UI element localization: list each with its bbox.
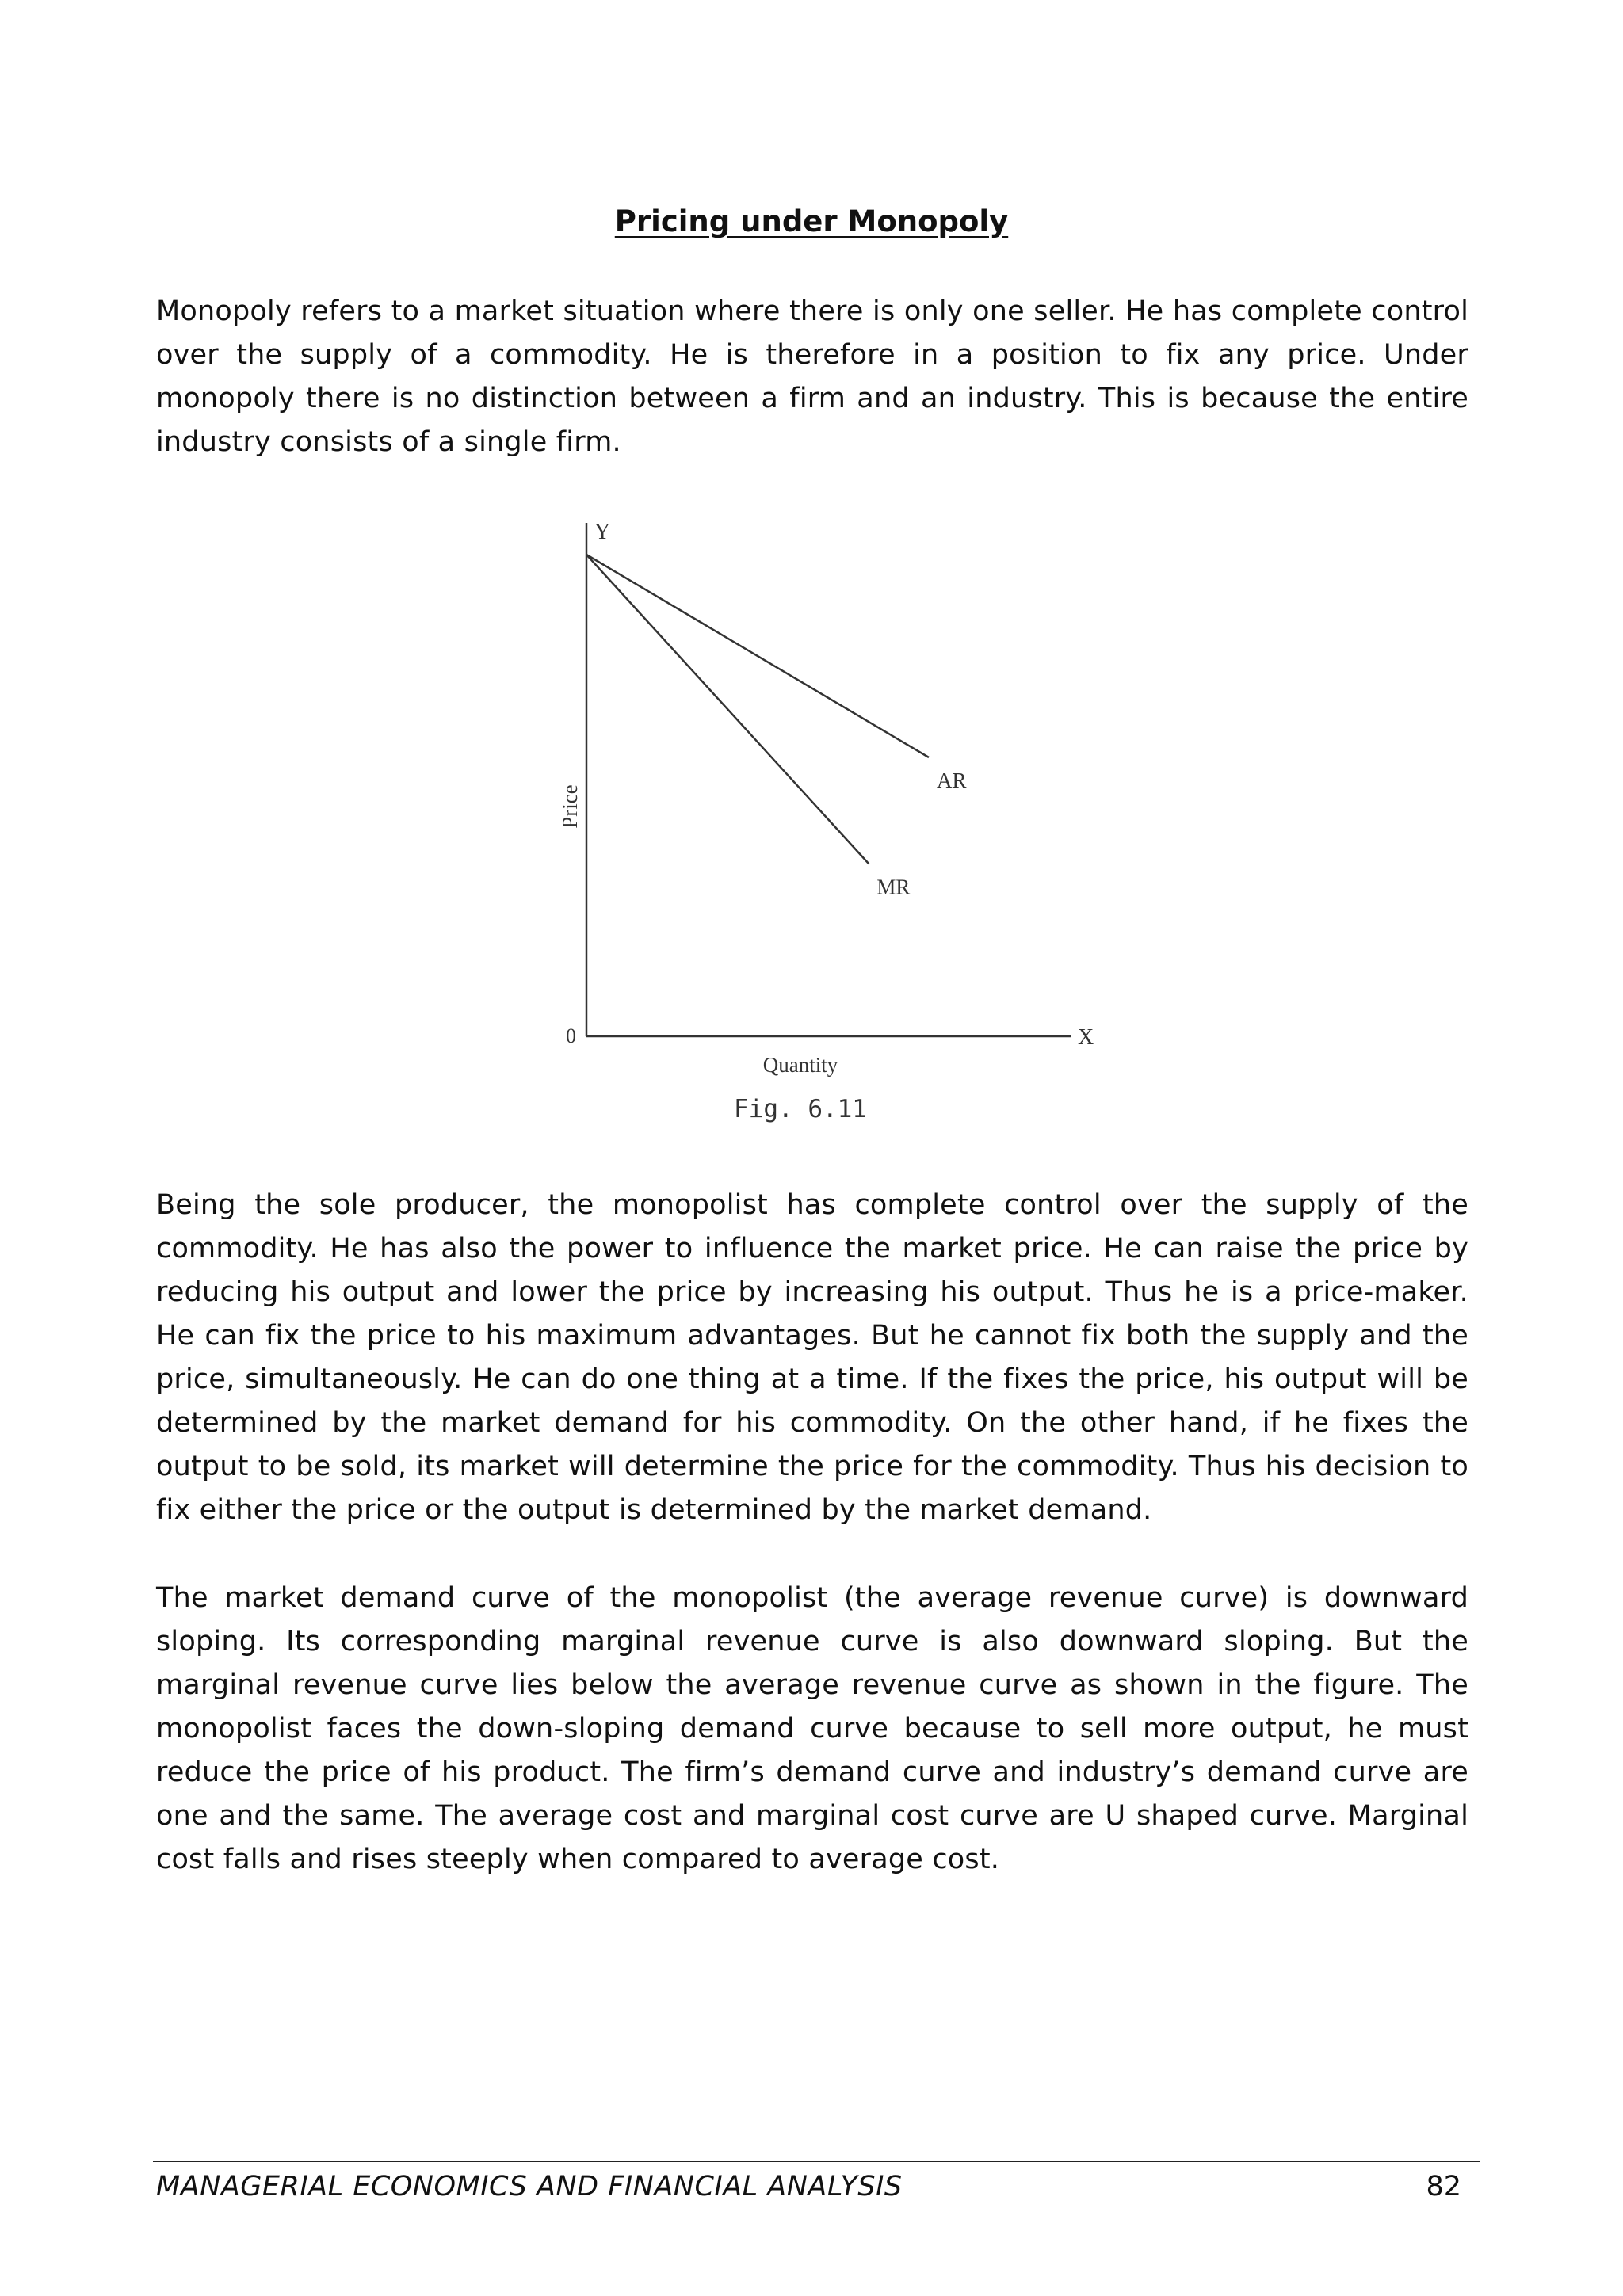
x-axis-label: Quantity [762, 1053, 838, 1077]
figure-caption: Fig. 6.11 [734, 1095, 867, 1123]
paragraph-price-maker: Being the sole producer, the monopolist has complete control over the supply of the commodity. He has also the power to influence the market price. He can raise the price by reducing his output and lower the price by increasing his output. Thus he is a price-maker. He can fix the price to his maximum advantages. But he cannot fix both the supply and the price, simultaneously. He can do one thing at a time. If the fixes the price, his output will be determined by the market demand for his commodity. On the other hand, if he fixes the output to be sold, its market will determine the price for the commodity. Thus his decision to fix either the price or the output is determined by the market demand. [156, 1189, 1468, 1526]
footer-book-title: MANAGERIAL ECONOMICS AND FINANCIAL ANALYSIS [156, 2171, 903, 2203]
origin-label: 0 [566, 1024, 576, 1047]
y-axis-letter: Y [594, 520, 611, 544]
series-label-mr: MR [876, 875, 911, 899]
chart-svg [523, 507, 1109, 1141]
page-title: Pricing under Monopoly [614, 204, 1009, 238]
footer-divider [153, 2161, 1480, 2162]
footer-page-number: 82 [1426, 2171, 1461, 2203]
y-axis-label: Price [558, 784, 582, 829]
series-line-mr [586, 555, 869, 864]
x-axis-letter: X [1078, 1025, 1094, 1050]
series-line-ar [586, 555, 929, 757]
paragraph-demand-curve: The market demand curve of the monopolist (the average revenue curve) is downward sloping. Its corresponding marginal revenue curve is also downward sloping. But the marginal revenue curve lies below the average revenue curve as shown in the figure. The monopolist faces the down-sloping demand curve because to sell more output, he must reduce the price of his product. The firm’s demand curve and industry’s demand curve are one and the same. The average cost and marginal cost curve are U shaped curve. Marginal cost falls and rises steeply when compared to average cost. [156, 1582, 1468, 1875]
series-label-ar: AR [937, 769, 967, 792]
figure-monopoly-revenue [523, 507, 1109, 1141]
paragraph-intro: Monopoly refers to a market situation where there is only one seller. He has complete control over the supply of a commodity. He is therefore in a position to fix any price. Under monopoly there is no distinction between a firm and an industry. This is because the entire industry consists of a single firm. [156, 296, 1468, 458]
